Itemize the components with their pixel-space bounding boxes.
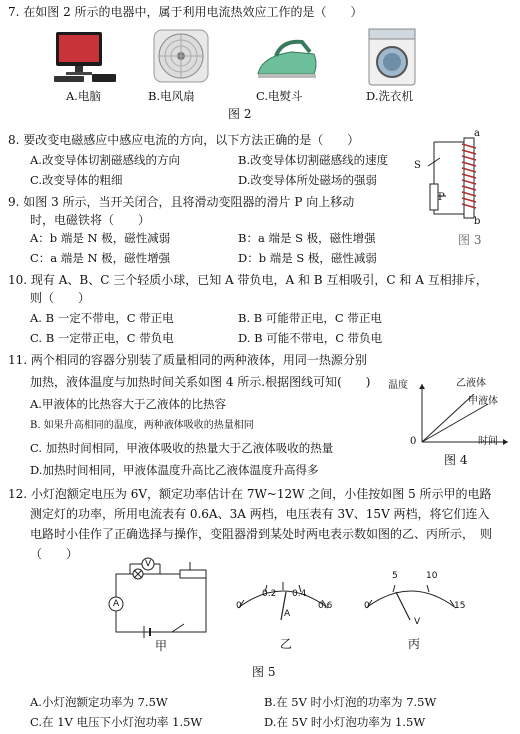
fig5-caption-yi: 乙	[280, 637, 293, 651]
washing-machine-image	[366, 26, 418, 88]
ammeter-tick-3: 0.6	[318, 601, 333, 611]
figure-3-electromagnet-circuit	[424, 128, 494, 228]
q9-stem-line2: 时，电磁铁将（ ）	[30, 213, 151, 227]
voltmeter-dial	[356, 568, 466, 622]
q12-option-a: A.小灯泡额定功率为 7.5W	[30, 695, 168, 709]
q11-option-a: A.甲液体的比热容大于乙液体的比热容	[30, 397, 226, 411]
fig4-line-yi: 乙液体	[456, 378, 486, 389]
q8-option-a: A.改变导体切割磁感线的方向	[30, 153, 180, 167]
q12-stem-line3: 电路时小佳作了正确选择与操作，变阻器滑到某处时两电表示数如图的乙、丙所示， 则	[30, 527, 493, 541]
fig4-origin: 0	[410, 436, 417, 447]
q10-option-b: B. B 可能带正电，C 带正电	[238, 311, 382, 325]
q8-option-d: D.改变导体所处磁场的强弱	[238, 173, 377, 187]
figure-4-caption: 图 4	[444, 453, 468, 467]
q7-stem: 7. 在如图 2 所示的电器中，属于利用电流热效应工作的是（ ）	[8, 5, 363, 19]
q11-option-c: C. 加热时间相同，甲液体吸收的热量大于乙液体吸收的热量	[30, 441, 334, 455]
ammeter-tick-2: 0.4	[292, 589, 307, 599]
q9-option-b: B：a 端是 S 极，磁性增强	[238, 231, 376, 245]
voltmeter-unit: V	[414, 617, 421, 627]
q7-option-d: D.洗衣机	[366, 89, 413, 103]
q10-option-c: C. B 一定带正电，C 带负电	[30, 331, 174, 345]
q10-option-a: A. B 一定不带电，C 带正电	[30, 311, 174, 325]
fig5-caption-bing: 丙	[408, 637, 421, 651]
q11-option-d: D.加热时间相同，甲液体温度升高比乙液体温度升高得多	[30, 463, 319, 477]
fig3-label-a: a	[474, 128, 480, 139]
fig3-label-p: P	[438, 192, 445, 203]
ammeter-dial	[228, 572, 338, 622]
q12-stem-line4: （ ）	[30, 547, 79, 561]
ammeter-unit: A	[284, 609, 291, 619]
q9-option-a: A：b 端是 N 极，磁性减弱	[30, 231, 171, 245]
q9-option-c: C：a 端是 N 极，磁性增强	[30, 251, 171, 265]
q9-option-d: D：b 端是 S 极，磁性减弱	[238, 251, 377, 265]
q12-stem-line2: 测定灯的功率，所用电流表有 0.6A、3A 两档，电压表有 3V、15V 两档，将它们连入	[30, 507, 490, 521]
q7-option-c: C.电熨斗	[256, 89, 303, 103]
q12-option-d: D.在 5V 时小灯泡功率为 1.5W	[264, 715, 426, 729]
fig5-voltmeter-label: V	[145, 559, 152, 569]
q10-option-d: D. B 可能不带电，C 带负电	[238, 331, 383, 345]
fan-image	[150, 26, 212, 86]
ammeter-tick-1: 0.2	[262, 589, 277, 599]
computer-image	[52, 30, 118, 86]
q12-option-c: C.在 1V 电压下小灯泡功率 1.5W	[30, 715, 203, 729]
q10-stem-line2: 则（ ）	[30, 291, 91, 305]
q10-stem-line1: 10. 现有 A、B、C 三个轻质小球，已知 A 带负电，A 和 B 互相吸引，C 和 A 互相排斥，	[8, 273, 488, 287]
fig5-ammeter-label: A	[113, 599, 120, 609]
fig4-xlabel: 时间	[478, 436, 498, 447]
voltmeter-tick-0: 0	[364, 601, 370, 611]
voltmeter-tick-1: 5	[392, 571, 398, 581]
q11-stem-line2: 加热，液体温度与加热时间关系如图 4 所示.根据图线可知( )	[30, 375, 371, 389]
fig4-line-jia: 甲液体	[468, 396, 498, 407]
q12-option-b: B.在 5V 时小灯泡的功率为 7.5W	[264, 695, 437, 709]
fig3-label-b: b	[474, 216, 481, 227]
figure-5-caption: 图 5	[252, 665, 276, 679]
q8-option-c: C.改变导体的粗细	[30, 173, 123, 187]
q8-stem: 8. 要改变电磁感应中感应电流的方向，以下方法正确的是（ ）	[8, 133, 360, 147]
ammeter-tick-0: 0	[236, 601, 242, 611]
figure-3-caption: 图 3	[458, 233, 482, 247]
q7-option-b: B.电风扇	[148, 89, 195, 103]
q12-stem-line1: 12. 小灯泡额定电压为 6V，额定功率估计在 7W~12W 之间，小佳按如图 5 所示甲的电路	[8, 487, 492, 501]
q11-stem-line1: 11. 两个相同的容器分别装了质量相同的两种液体，用同一热源分别	[8, 353, 367, 367]
fig4-ylabel: 温度	[388, 380, 408, 391]
fig5-caption-jia: 甲	[155, 639, 168, 653]
fig3-label-s: S	[414, 160, 421, 171]
q9-stem-line1: 9. 如图 3 所示，当开关闭合，且将滑动变阻器的滑片 P 向上移动	[8, 195, 355, 209]
q7-option-a: A.电脑	[66, 89, 101, 103]
q8-option-b: B.改变导体切割磁感线的速度	[238, 153, 389, 167]
voltmeter-tick-2: 10	[426, 571, 438, 581]
voltmeter-tick-3: 15	[454, 601, 466, 611]
figure-2-caption: 图 2	[228, 107, 252, 121]
iron-image	[252, 34, 322, 84]
q11-option-b: B. 如果升高相同的温度，两种液体吸收的热量相同	[30, 420, 254, 431]
